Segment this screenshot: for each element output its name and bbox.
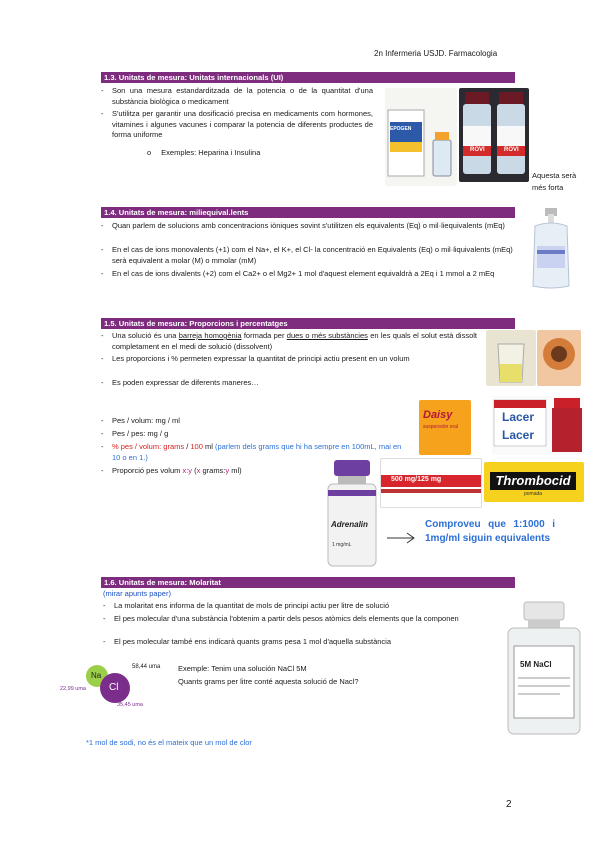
- cl-symbol: Cl: [109, 682, 119, 693]
- page-header: 2n Infermeria USJD. Farmacologia: [374, 49, 498, 58]
- list-item: - El pes molecular també ens indicarà quants grams pesa 1 mol d'aquella substància: [103, 637, 392, 646]
- thrombocid-sub-label: pomada: [524, 491, 543, 497]
- section-title-ui: 1.3. Unitats de mesura: Unitats internacionals (UI): [101, 72, 515, 83]
- vial-label: ROVI: [504, 147, 519, 153]
- photo-caption: Aquesta serà més forta: [532, 171, 577, 192]
- list-item: - Es poden expressar de diferents maneres…: [101, 378, 259, 387]
- daisy-box-photo: [419, 400, 471, 455]
- solution-photo: [486, 330, 536, 386]
- list-item: - La molaritat ens informa de la quantitat de mols de principi actiu per litre de solució: [103, 601, 390, 610]
- list-item: - Les proporcions i % permeten expressar la quantitat de principi actiu present en un volum: [101, 354, 410, 363]
- amoxicillin-box-photo: [380, 458, 482, 508]
- section-title-meq: 1.4. Unitats de mesura: miliequival.lents: [101, 207, 515, 218]
- list-item: - En el cas de ions divalents (+2) com el Ca2+ o el Mg2+ 1 mol d'aquest element equivaldrà a 2Eq i 1 mmol a 2 mEq: [101, 269, 495, 278]
- uma-cl: 35,45 uma: [117, 702, 143, 708]
- arrow-right-icon: [385, 528, 419, 548]
- vial-label: ROVI: [470, 147, 485, 153]
- list-item: - Son una mesura estandarditzada de la potencia o de la quantitat d'una substància biològica o medicament: [101, 86, 373, 106]
- uma-na: 22,99 uma: [60, 686, 86, 692]
- list-item: - % pes / volum: grams / 100 ml (parlem dels grams que hi ha sempre en 100mL, mai en 10 o en 1.): [101, 442, 402, 462]
- insulin-vial-photo: [385, 88, 457, 186]
- adrenalin-sub-label: 1 mg/mL: [332, 542, 352, 548]
- solution-photo: [537, 330, 581, 386]
- list-item: - Quan parlem de solucions amb concentracions iòniques sovint s'utilitzen els equivalents (Eq) o mil·liequivalents (mEq): [101, 221, 505, 230]
- thrombocid-label: Thrombocid: [490, 472, 576, 490]
- list-item: - Una solució és una barreja homogènia formada per dues o més substàncies en les quals el solut està dissolt completament en el medi de solució (dissolvent): [101, 331, 477, 351]
- iv-solution-photo: [527, 206, 575, 292]
- uma-total: 58,44 uma: [132, 664, 161, 670]
- list-item: - S'utilitza per garantir una dosificació precisa en medicaments com hormones, vitamines i algunes vacunes i comparar la potencia de diferents productes de forma uniforme: [101, 109, 373, 139]
- heparin-vials-photo: [459, 88, 529, 182]
- box-label: 500 mg/125 mg: [391, 476, 442, 483]
- example-question: Quants grams per litre conté aquesta solució de Nacl?: [178, 677, 359, 686]
- daisy-sub-label: suspensión oral: [423, 424, 459, 430]
- page-number: 2: [506, 799, 512, 810]
- list-item: - Proporció pes volum x:y (x grams:y ml): [101, 466, 242, 475]
- list-item: - Pes / volum: mg / ml: [101, 416, 180, 425]
- check-equivalence-note: Comproveu que 1:1000 i 1mg/ml siguin equivalents: [425, 519, 555, 544]
- lacer-label: Lacer: [502, 428, 535, 442]
- adrenalin-vial-photo: [324, 460, 380, 568]
- bottle-label: 5M NaCl: [520, 660, 552, 669]
- list-item: - El pes molecular d'una substància l'obtenim a partir dels pesos atòmics dels elements que la componen: [103, 614, 459, 623]
- section-title-proportions: 1.5. Unitats de mesura: Proporcions i percentatges: [101, 318, 515, 329]
- list-item: - En el cas de ions monovalents (+1) com el Na+, el K+, el Cl- la concentració en Equivalents (Eq) o mil·liquivalents (mEq) serà equivalent a molar (M) o mmolar (mM): [101, 245, 513, 265]
- note-paper: (mirar apunts paper): [103, 589, 171, 598]
- example-line: Exemple: Tenim una solución NaCl 5M: [178, 664, 307, 673]
- thrombocid-photo: [484, 462, 584, 502]
- daisy-label: Daisy: [423, 409, 453, 421]
- lacer-products-photo: [492, 396, 584, 455]
- vial-label: EPOGEN: [390, 126, 412, 132]
- adrenalin-label: Adrenalin: [331, 520, 368, 529]
- nacl-bottle-photo: [500, 600, 586, 738]
- footnote: *1 mol de sodi, no és el mateix que un mol de clor: [86, 738, 252, 747]
- list-item: - Pes / pes: mg / g: [101, 429, 169, 438]
- example-text: o Exemples: Heparina i Insulina: [147, 148, 261, 157]
- section-title-molarity: 1.6. Unitats de mesura: Molaritat: [101, 577, 515, 588]
- na-symbol: Na: [91, 671, 102, 680]
- lacer-label: Lacer: [502, 410, 535, 424]
